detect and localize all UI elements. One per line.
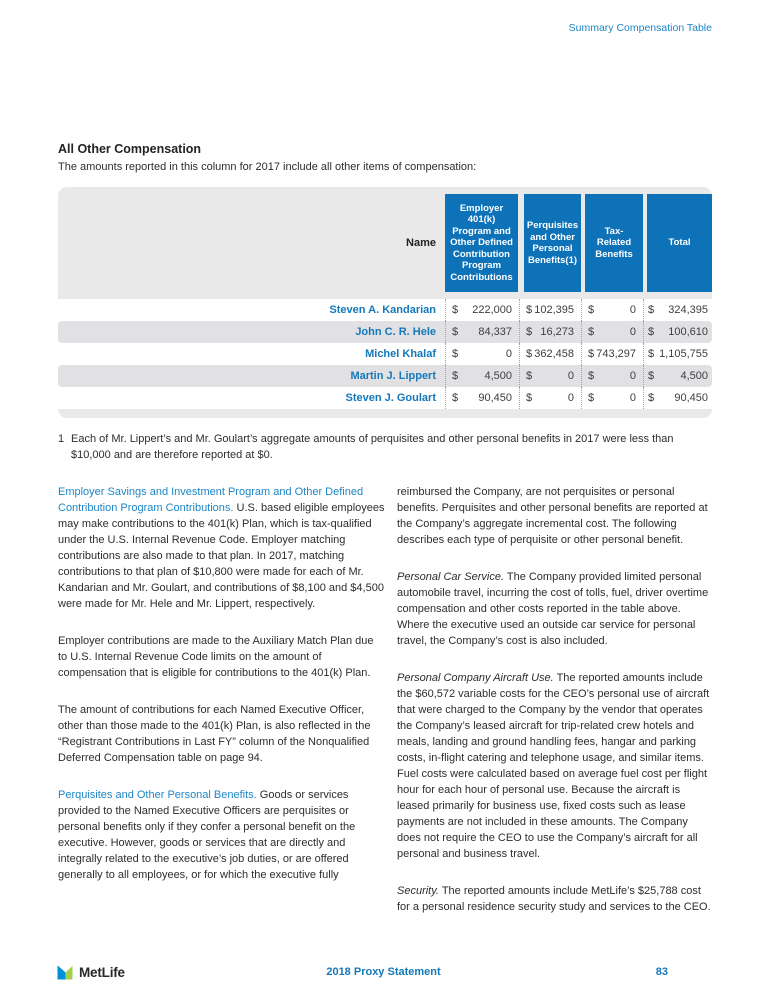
paragraph-text: reimbursed the Company, are not perquisites or personal benefits. Perquisites and other personal benefits are reported at the Company’s aggregate incremental cost. The following describes each type of perquisite or other personal benefit. (397, 486, 708, 546)
column-header-tax-related: Tax-Related Benefits (585, 194, 643, 292)
currency-symbol: $ (648, 326, 655, 338)
paragraph (58, 787, 385, 883)
currency-symbol: $ (526, 392, 533, 404)
table-row (58, 387, 712, 409)
currency-symbol: $ (648, 304, 655, 316)
cell-value: 16,273 (540, 326, 574, 338)
currency-symbol: $ (588, 370, 595, 382)
page-footer (55, 962, 712, 986)
cell-value: 222,000 (472, 304, 512, 316)
currency-symbol: $ (526, 304, 533, 316)
paragraph (58, 484, 385, 612)
cell-total (643, 343, 712, 365)
cell-perquisites (519, 365, 581, 387)
row-name: John C. R. Hele (355, 326, 436, 338)
cell-value: 0 (629, 370, 636, 382)
table-header-row (58, 187, 712, 299)
table-row (58, 343, 712, 365)
cell-value: 4,500 (484, 370, 512, 382)
cell-value: 0 (567, 392, 574, 404)
column-header-401k: Employer 401(k) Program and Other Defined Contribution Program Contributions (445, 194, 518, 292)
currency-symbol: $ (648, 370, 655, 382)
currency-symbol: $ (526, 370, 533, 382)
cell-401k (445, 321, 519, 343)
footnote-1 (58, 431, 706, 463)
currency-symbol: $ (526, 348, 533, 360)
currency-symbol: $ (452, 392, 459, 404)
paragraph (58, 702, 385, 766)
cell-value: 90,450 (674, 392, 708, 404)
metlife-wordmark: MetLife (79, 964, 125, 980)
footnote-marker: 1 (58, 433, 65, 445)
cell-value: 0 (567, 370, 574, 382)
table-row (58, 299, 712, 321)
column-header-total: Total (647, 194, 712, 292)
currency-symbol: $ (452, 304, 459, 316)
cell-tax-related (581, 321, 643, 343)
cell-value: 362,458 (534, 348, 574, 360)
cell-value: 0 (629, 304, 636, 316)
cell-value: 0 (629, 392, 636, 404)
table-bottom-cap (58, 409, 712, 418)
cell-perquisites (519, 321, 581, 343)
currency-symbol: $ (588, 392, 595, 404)
row-name: Steven A. Kandarian (329, 304, 436, 316)
cell-value: 100,610 (668, 326, 708, 338)
currency-symbol: $ (588, 348, 595, 360)
paragraph-text: The reported amounts include MetLife’s $25,788 cost for a personal residence security study and services to the CEO. (397, 885, 711, 913)
paragraph-text: The amount of contributions for each Named Executive Officer, other than those made to the 401(k) Plan, is also reflected in the “Registrant Contributions in Last FY” column of the Nonqualified Deferred Compensation table on page 94. (58, 704, 371, 764)
paragraph (397, 484, 712, 548)
cell-value: 0 (505, 348, 512, 360)
cell-401k (445, 365, 519, 387)
currency-symbol: $ (452, 326, 459, 338)
section-title: All Other Compensation (58, 142, 202, 156)
cell-perquisites (519, 299, 581, 321)
cell-total (643, 299, 712, 321)
paragraph (397, 883, 712, 915)
currency-symbol: $ (452, 348, 459, 360)
row-name: Steven J. Goulart (345, 392, 436, 404)
cell-total (643, 387, 712, 409)
paragraph-lead: Personal Company Aircraft Use. (397, 672, 554, 684)
paragraph-lead: Security. (397, 885, 439, 897)
cell-perquisites (519, 343, 581, 365)
currency-symbol: $ (588, 326, 595, 338)
main-content (58, 142, 712, 915)
paragraph-lead: Employer Savings and Investment Program and Other Defined Contribution Program Contributions. (58, 486, 364, 514)
footer-title: 2018 Proxy Statement (326, 966, 441, 978)
cell-value: 743,297 (596, 348, 636, 360)
currency-symbol: $ (452, 370, 459, 382)
cell-401k (445, 299, 519, 321)
row-name: Michel Khalaf (365, 348, 436, 360)
paragraph-text: The reported amounts include the $60,572 variable costs for the CEO’s personal use of aircraft that were charged to the Company by the vendor that operates the Company’s leased aircraft for trip-related crew hotels and meals, landing and ground handling fees, hangar and parking costs, in-flight catering and telephone usage, and similar items. Fuel costs were calculated based on average fuel cost per flight hour for each hour of personal use. Because the aircraft is leased primarily for business use, fixed costs such as lease payments are not included in these amounts. The Company does not require the CEO to use the Company’s aircraft for all personal and business travel. (397, 672, 710, 860)
paragraph-lead: Personal Car Service. (397, 571, 504, 583)
cell-tax-related (581, 343, 643, 365)
cell-tax-related (581, 387, 643, 409)
table-row (58, 321, 712, 343)
cell-value: 90,450 (478, 392, 512, 404)
paragraph-text: Employer contributions are made to the Auxiliary Match Plan due to U.S. Internal Revenue Code limits on the amount of compensation that is eligible for contributions to the 401(k) Plan. (58, 635, 374, 679)
cell-tax-related (581, 299, 643, 321)
paragraph-text: U.S. based eligible employees may make contributions to the 401(k) Plan, which is tax-qualified under the U.S. Internal Revenue Code. Employer matching contributions are also made to that plan. In 2017, matching contributions to that plan of $10,800 were made for each of Mr. Kandarian and Mr. Goulart, and contributions of $8,100 and $4,500 were made for Mr. Hele and Mr. Lippert, respectively. (58, 502, 385, 610)
cell-perquisites (519, 387, 581, 409)
all-other-compensation-table (58, 187, 712, 418)
cell-401k (445, 387, 519, 409)
cell-tax-related (581, 365, 643, 387)
cell-401k (445, 343, 519, 365)
cell-value: 1,105,755 (659, 348, 708, 360)
row-name: Martin J. Lippert (350, 370, 436, 382)
paragraph-lead: Perquisites and Other Personal Benefits. (58, 789, 257, 801)
cell-total (643, 365, 712, 387)
footnote-text: Each of Mr. Lippert’s and Mr. Goulart’s aggregate amounts of perquisites and other personal benefits in 2017 were less than $10,000 and are therefore reported at $0. (71, 433, 674, 461)
paragraph (397, 670, 712, 862)
body-column-left (58, 484, 385, 915)
currency-symbol: $ (588, 304, 595, 316)
cell-value: 324,395 (668, 304, 708, 316)
page-number: 83 (655, 966, 668, 978)
running-head: Summary Compensation Table (568, 22, 712, 34)
column-header-perquisites: Perquisites and Other Personal Benefits(1) (524, 194, 581, 292)
cell-total (643, 321, 712, 343)
paragraph (58, 633, 385, 681)
cell-value: 0 (629, 326, 636, 338)
body-columns (58, 484, 712, 915)
cell-value: 84,337 (478, 326, 512, 338)
currency-symbol: $ (526, 326, 533, 338)
currency-symbol: $ (648, 348, 655, 360)
section-intro: The amounts reported in this column for 2017 include all other items of compensation: (58, 161, 477, 173)
paragraph (397, 569, 712, 649)
table-row (58, 365, 712, 387)
paragraph-text: Goods or services provided to the Named Executive Officers are perquisites or personal benefits only if they confer a personal benefit on the executive. However, goods or services that are directly and integrally related to the executive’s job duties, or are offered generally to all employees, or for which the executive fully (58, 789, 356, 881)
paragraph-text: The Company provided limited personal automobile travel, incurring the cost of tolls, fuel, driver overtime compensation and other costs reported in the table above. Where the executive used an outside car service for personal travel, the Company’s cost is also included. (397, 571, 709, 647)
body-column-right (397, 484, 712, 915)
cell-value: 102,395 (534, 304, 574, 316)
cell-value: 4,500 (680, 370, 708, 382)
currency-symbol: $ (648, 392, 655, 404)
column-header-name: Name (406, 237, 436, 249)
